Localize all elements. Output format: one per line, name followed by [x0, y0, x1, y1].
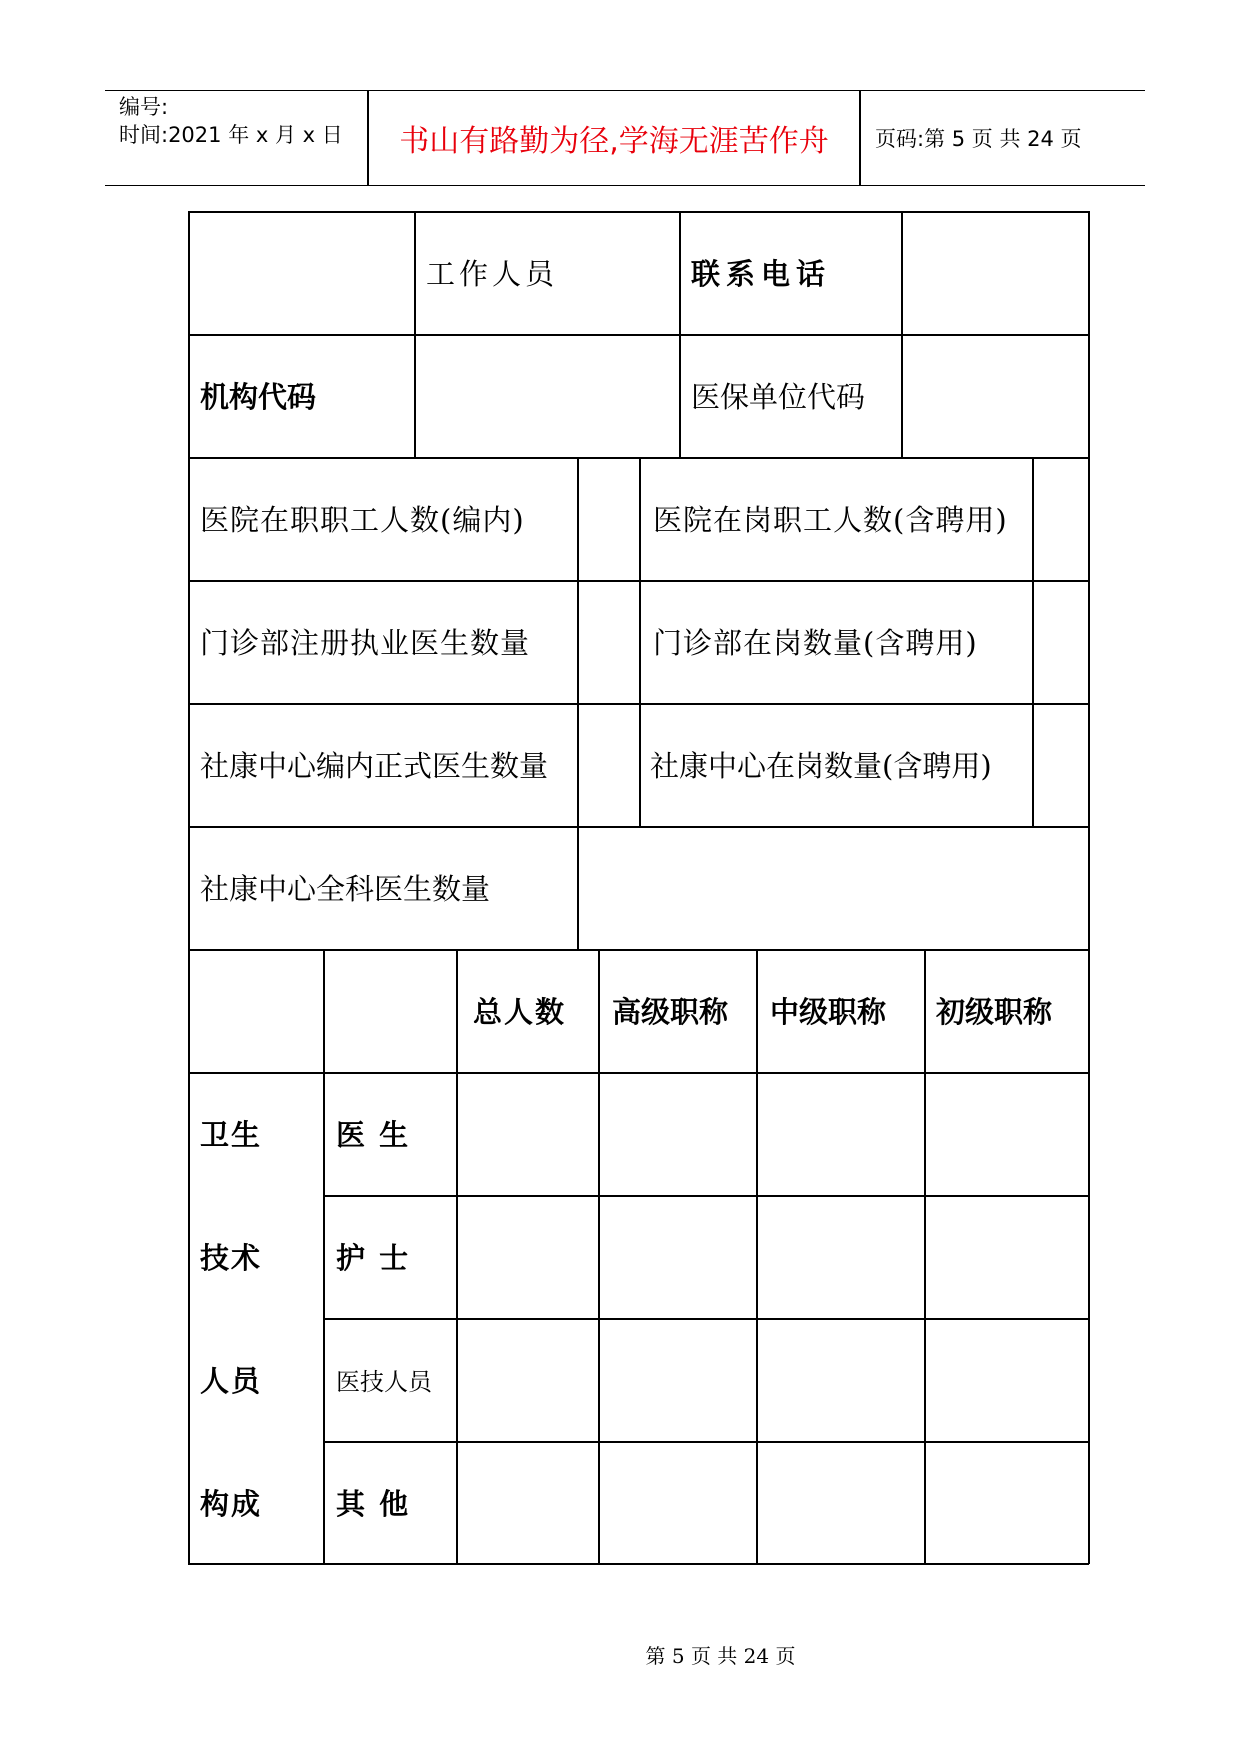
table-line	[679, 211, 681, 457]
col-total-header: 总人数	[473, 995, 567, 1029]
center-gp-label: 社康中心全科医生数量	[200, 872, 491, 906]
phone-field[interactable]	[916, 231, 1084, 321]
center-onpost-label: 社康中心在岗数量(含聘用)	[650, 749, 992, 783]
table-line	[188, 334, 1089, 336]
center-doctor-label: 社康中心编内正式医生数量	[200, 749, 549, 783]
staff-form-table	[188, 211, 1089, 1564]
page-header	[105, 90, 1145, 186]
table-line	[577, 826, 579, 949]
col-junior-header: 初级职称	[936, 995, 1053, 1029]
table-line	[598, 949, 600, 1564]
staff-label: 工作人员	[426, 257, 559, 291]
table-line	[1088, 211, 1090, 1564]
table-line	[188, 211, 1089, 213]
table-line	[414, 211, 416, 457]
table-line	[639, 457, 641, 826]
hospital-onpost-label: 医院在岗职工人数(含聘用)	[653, 503, 1008, 537]
table-line	[323, 1318, 1089, 1320]
header-page-label: 页码:第 5 页 共 24 页	[875, 127, 1082, 151]
table-line	[323, 1195, 1089, 1197]
table-line	[901, 211, 903, 457]
phone-label: 联系电话	[691, 257, 832, 291]
group-label: 构成	[200, 1487, 263, 1521]
row-tech-label: 医技人员	[336, 1368, 432, 1396]
table-line	[456, 949, 458, 1564]
col-middle-header: 中级职称	[770, 995, 887, 1029]
group-label: 卫生	[200, 1118, 263, 1152]
insurance-code-label: 医保单位代码	[691, 380, 866, 414]
table-line	[323, 949, 325, 1564]
row-nurse-label: 护 士	[336, 1241, 411, 1275]
header-motto: 书山有路勤为径,学海无涯苦作舟	[399, 124, 829, 159]
number-label: 编号:	[119, 95, 169, 119]
table-line	[756, 949, 758, 1564]
header-meta	[119, 93, 343, 149]
header-divider	[859, 91, 861, 185]
time-label: 时间:2021 年 x 月 x 日	[119, 123, 343, 147]
insurance-code-field[interactable]	[916, 354, 1084, 444]
clinic-doctor-label: 门诊部注册执业医生数量	[200, 626, 531, 660]
table-line	[924, 949, 926, 1564]
group-label: 技术	[200, 1241, 263, 1275]
org-code-label: 机构代码	[200, 380, 317, 414]
table-line	[1032, 457, 1034, 826]
table-line	[188, 211, 190, 1564]
row-doctor-label: 医 生	[336, 1118, 411, 1152]
row-other-label: 其 他	[336, 1487, 411, 1521]
page-footer: 第 5 页 共 24 页	[645, 1644, 796, 1668]
table-line	[577, 457, 579, 826]
hospital-staff-label: 医院在职职工人数(编内)	[200, 503, 525, 537]
table-line	[323, 1441, 1089, 1443]
org-code-field[interactable]	[428, 354, 674, 444]
col-senior-header: 高级职称	[612, 995, 729, 1029]
clinic-onpost-label: 门诊部在岗数量(含聘用)	[653, 626, 978, 660]
group-label: 人员	[200, 1364, 263, 1398]
